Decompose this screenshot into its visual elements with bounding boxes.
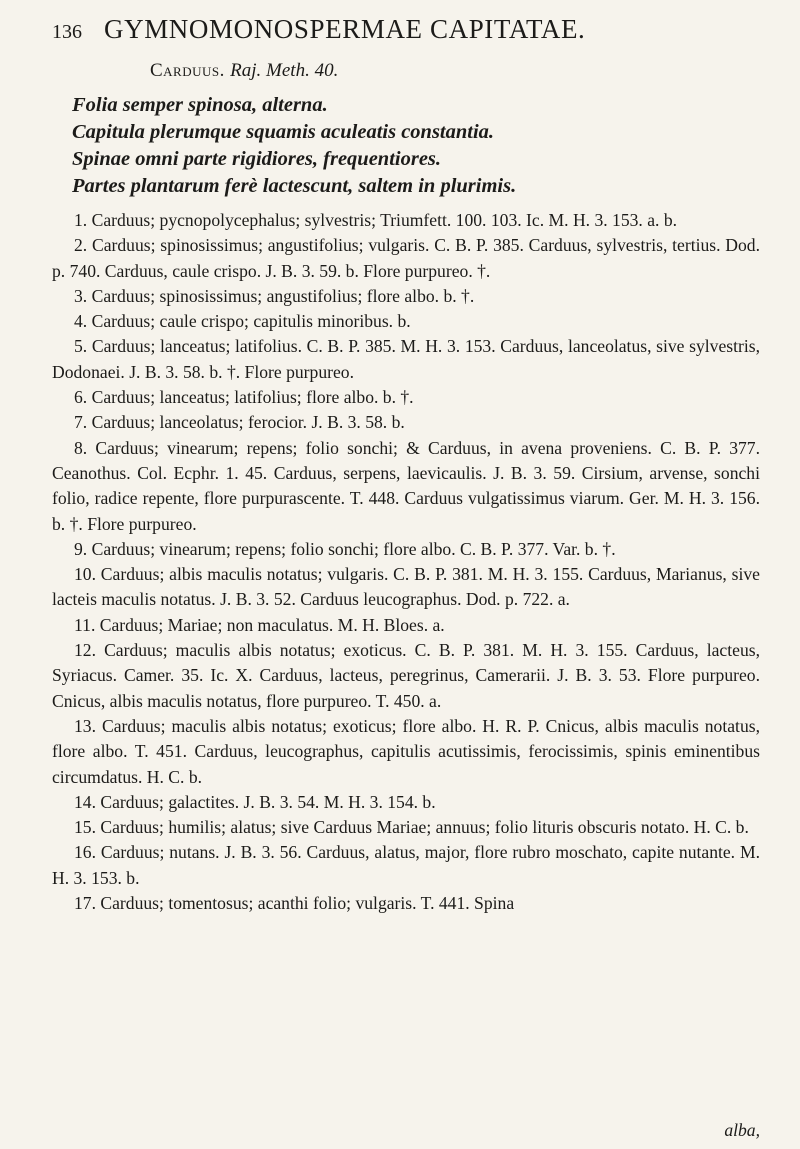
genus-heading xyxy=(150,60,760,82)
species-list xyxy=(52,208,760,916)
running-head xyxy=(52,14,760,54)
species-entry: 10. Carduus; albis maculis notatus; vulgaris. C. B. P. 381. M. H. 3. 155. Carduus, Marianus, sive lacteis maculis notatus. J. B. 3. 52. Carduus leucographus. Dod. p. 722. a. xyxy=(52,564,760,610)
species-entry: 8. Carduus; vinearum; repens; folio sonchi; & Carduus, in avena proveniens. C. B. P. 377. Ceanothus. Col. Ecphr. 1. 45. Carduus, serpens, laevicaulis. J. B. 3. 59. Cirsium, arvense, sonchi folio, radice repente, flore purpurascente. T. 448. Carduus vulgatissimus viarum. Ger. M. H. 3. 156. b. †. Flore purpureo. xyxy=(52,437,760,534)
genus-name: Carduus. xyxy=(150,60,225,81)
species-entry: 7. Carduus; lanceolatus; ferocior. J. B. 3. 58. b. xyxy=(74,412,405,433)
species-entry: 12. Carduus; maculis albis notatus; exoticus. C. B. P. 381. M. H. 3. 155. Carduus, lacteus, Syriacus. Camer. 35. Ic. X. Carduus, lacteus, peregrinus, Camerarii. J. B. 3. 53. Flore purpureo. Cnicus, albis maculis notatus, flore purpureo. T. 450. a. xyxy=(52,640,760,711)
page-number: 136 xyxy=(52,21,82,43)
species-entry: 2. Carduus; spinosissimus; angustifolius; vulgaris. C. B. P. 385. Carduus, sylvestris, tertius. Dod. p. 740. Carduus, caule crispo. J. B. 3. 59. b. Flore purpureo. †. xyxy=(52,235,760,281)
generic-character xyxy=(72,92,760,200)
species-entry: 11. Carduus; Mariae; non maculatus. M. H. Bloes. a. xyxy=(74,614,445,635)
species-entry: 17. Carduus; tomentosus; acanthi folio; vulgaris. T. 441. Spina xyxy=(74,893,515,914)
species-entry: 3. Carduus; spinosissimus; angustifolius; flore albo. b. †. xyxy=(74,285,475,306)
species-entry: 14. Carduus; galactites. J. B. 3. 54. M. H. 3. 154. b. xyxy=(74,791,436,812)
species-entry: 13. Carduus; maculis albis notatus; exoticus; flore albo. H. R. P. Cnicus, albis maculis notatus, flore albo. T. 451. Carduus, leucographus, capitulis acutissimis, ferocissimis, spinis eminentibus circumdatus. H. C. b. xyxy=(52,715,760,787)
character-line: Folia semper spinosa, alterna. xyxy=(72,94,328,116)
species-entry: 4. Carduus; caule crispo; capitulis minoribus. b. xyxy=(74,311,411,332)
species-entry: 9. Carduus; vinearum; repens; folio sonchi; flore albo. C. B. P. 377. Var. b. †. xyxy=(74,538,616,559)
species-entry: 16. Carduus; nutans. J. B. 3. 56. Carduus, alatus, major, flore rubro moschato, capite nutante. M. H. 3. 153. b. xyxy=(52,842,760,888)
species-entry: 15. Carduus; humilis; alatus; sive Carduus Mariae; annuus; folio lituris obscuris notato. H. C. b. xyxy=(74,817,749,838)
running-title: GYMNOMONOSPERMAE CAPITATAE. xyxy=(104,14,586,44)
species-entry: 6. Carduus; lanceatus; latifolius; flore albo. b. †. xyxy=(74,387,414,408)
character-line: Spinae omni parte rigidiores, frequentiores. xyxy=(72,148,442,170)
character-line: Capitula plerumque squamis aculeatis constantia. xyxy=(72,121,495,143)
catchword: alba, xyxy=(724,1120,760,1140)
species-entry: 1. Carduus; pycnopolycephalus; sylvestris; Triumfett. 100. 103. Ic. M. H. 3. 153. a. b. xyxy=(74,210,678,230)
species-entry: 5. Carduus; lanceatus; latifolius. C. B. P. 385. M. H. 3. 153. Carduus, lanceolatus, sive sylvestris, Dodonaei. J. B. 3. 58. b. †. Flore purpureo. xyxy=(52,336,760,382)
character-line: Partes plantarum ferè lactescunt, saltem in plurimis. xyxy=(72,175,517,197)
genus-reference: Raj. Meth. 40. xyxy=(230,60,339,81)
